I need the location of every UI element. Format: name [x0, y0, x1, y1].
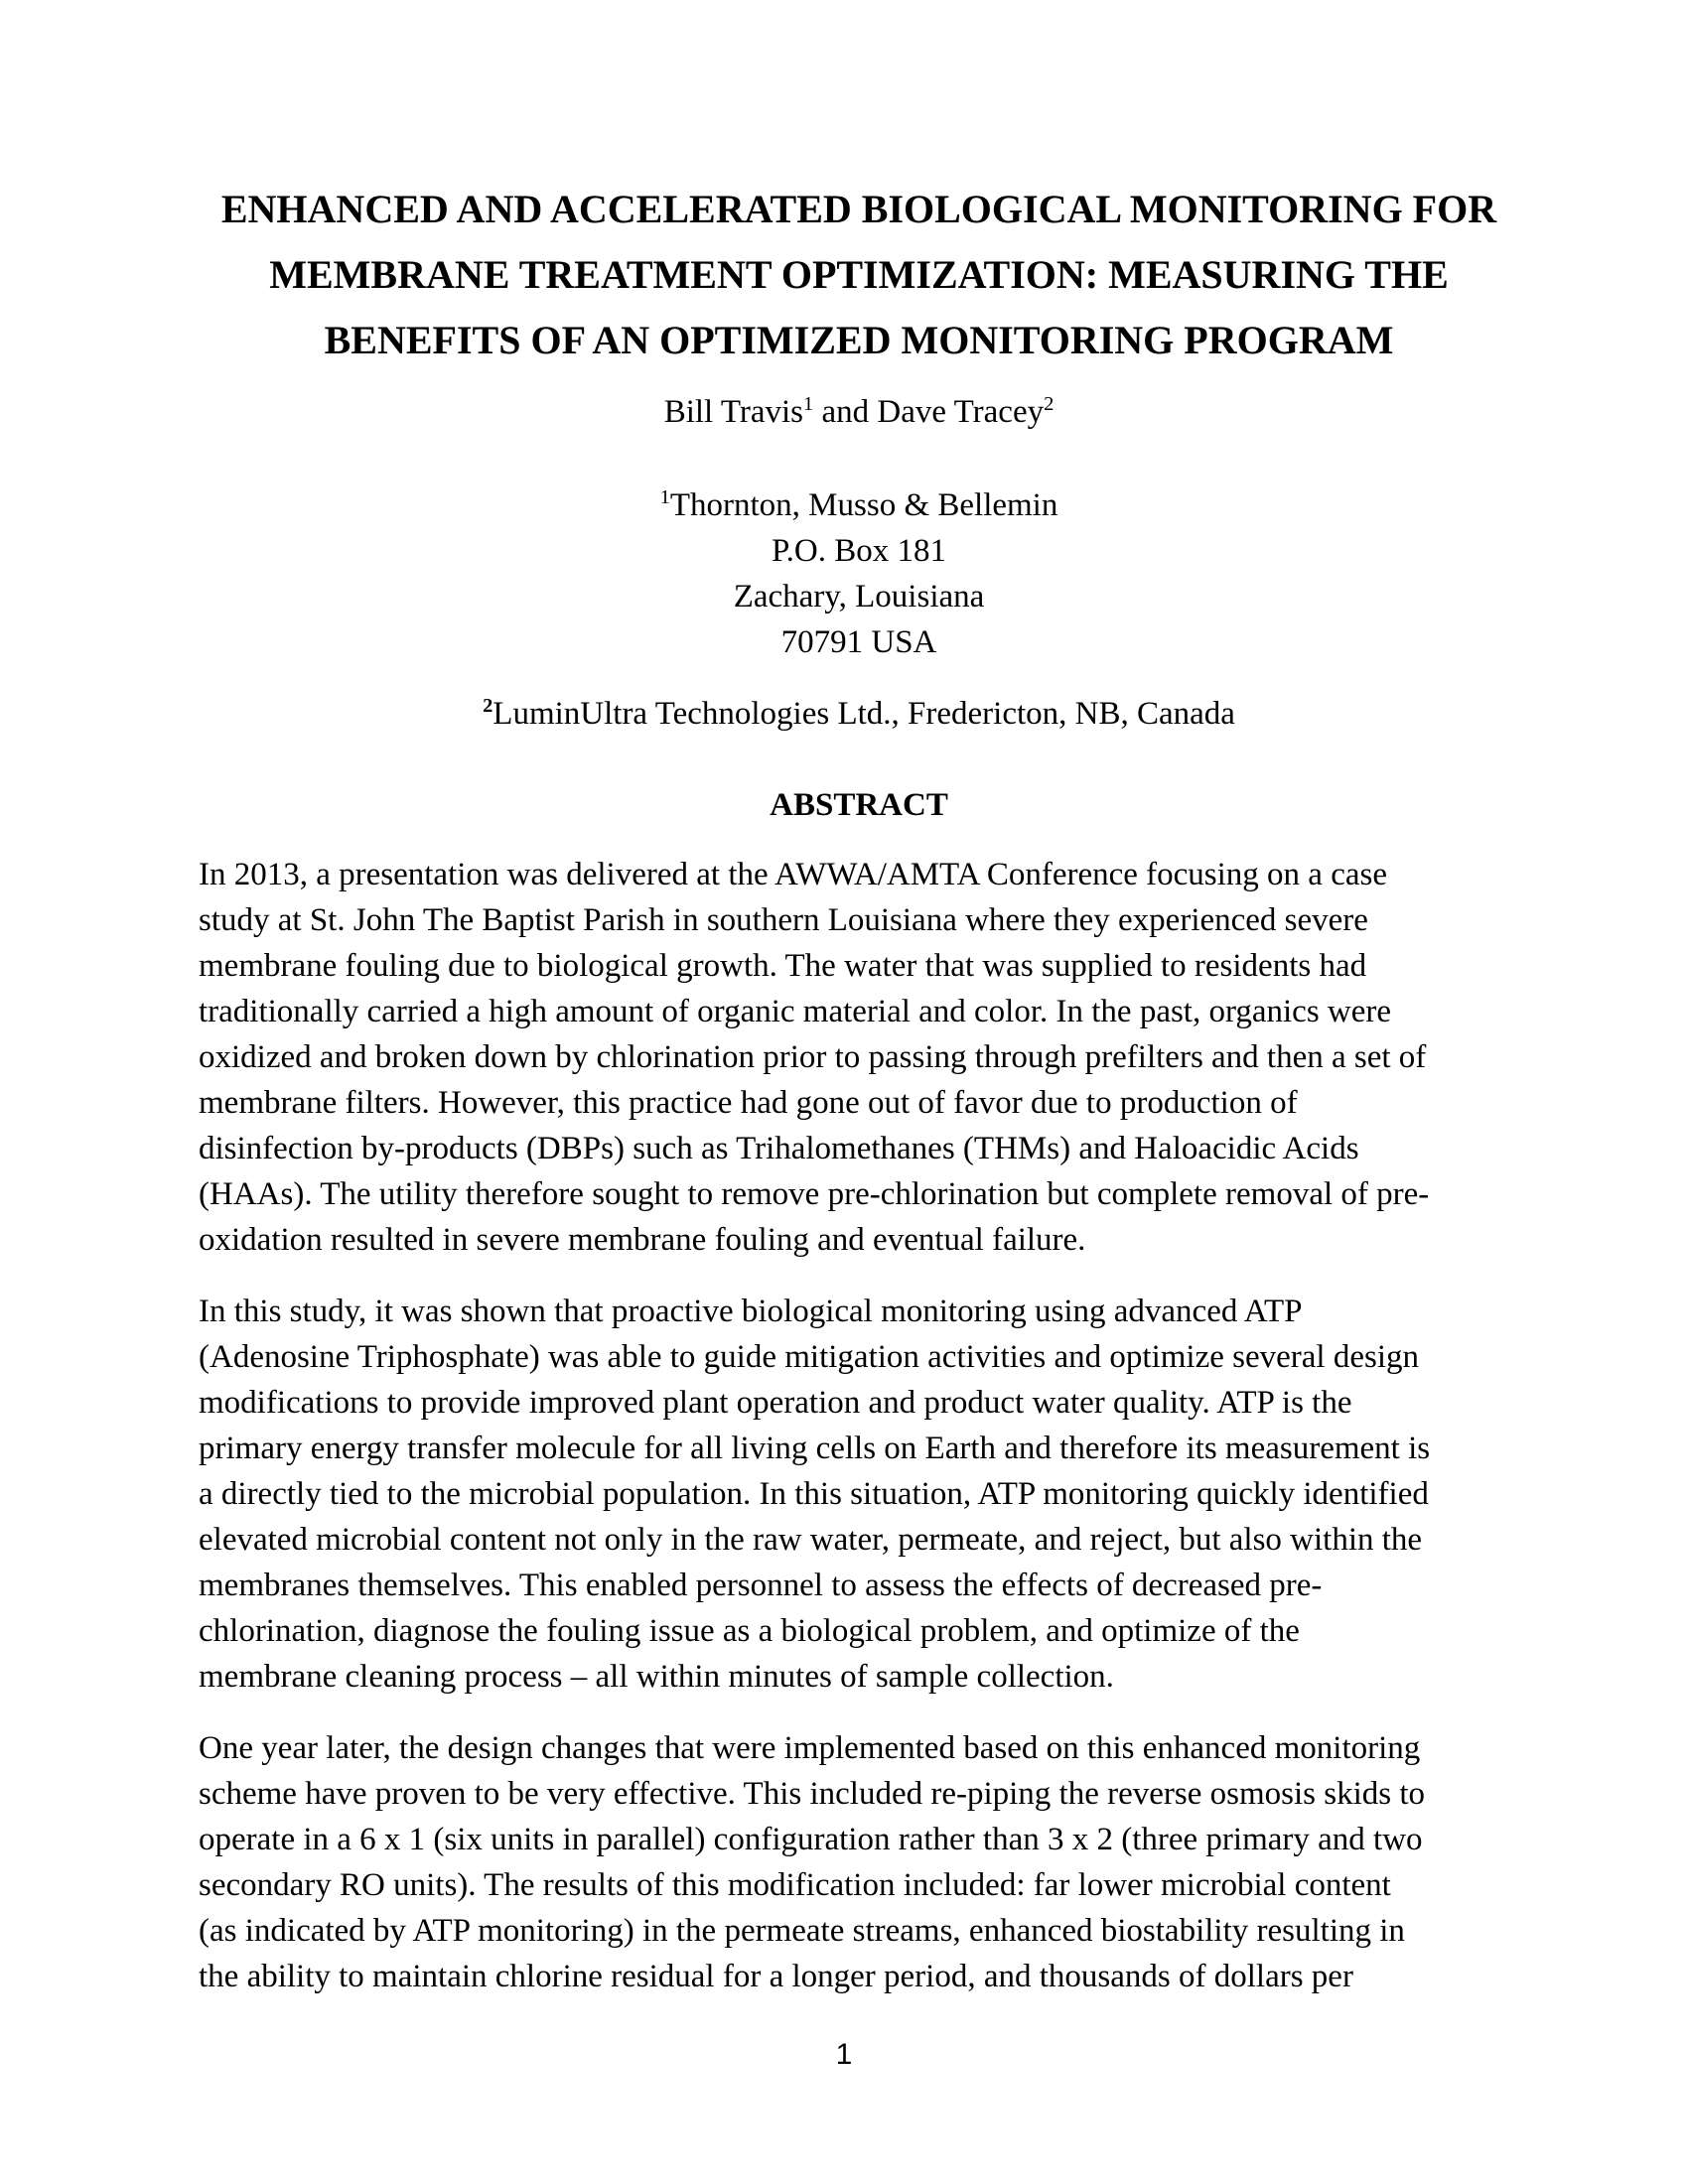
affiliation-1-city: Zachary, Louisiana	[733, 579, 985, 614]
affiliation-1-address: P.O. Box 181	[771, 533, 947, 569]
text-line: In this study, it was shown that proactive biological monitoring using advanced ATP	[199, 1294, 1303, 1329]
text-line: One year later, the design changes that were implemented based on this enhanced monitoring	[199, 1730, 1421, 1766]
text-line: membrane fouling due to biological growth. The water that was supplied to residents had	[199, 948, 1367, 984]
text-line: operate in a 6 x 1 (six units in parallel) configuration rather than 3 x 2 (three primary and two	[199, 1822, 1423, 1857]
author-2-name: and Dave Tracey	[813, 394, 1045, 430]
affiliation-2-superscript: 2	[483, 694, 493, 717]
abstract-paragraph-3	[199, 1725, 1519, 1999]
abstract-heading: ABSTRACT	[770, 787, 948, 823]
authors-line	[199, 389, 1519, 435]
author-1-name: Bill Travis	[663, 394, 804, 430]
page-content	[199, 0, 1519, 1999]
text-line: membranes themselves. This enabled personnel to assess the effects of decreased pre-	[199, 1568, 1323, 1603]
page-number: 1	[835, 2038, 853, 2071]
paper-title-line-1: ENHANCED AND ACCELERATED BIOLOGICAL MONITORING FOR	[220, 187, 1497, 231]
text-line: a directly tied to the microbial population. In this situation, ATP monitoring quickly identified	[199, 1476, 1429, 1512]
text-line: In 2013, a presentation was delivered at the AWWA/AMTA Conference focusing on a case	[199, 857, 1387, 892]
text-line: oxidation resulted in severe membrane fouling and eventual failure.	[199, 1222, 1086, 1258]
affiliation-2-org-name: LuminUltra Technologies Ltd., Fredericton, NB, Canada	[492, 696, 1235, 732]
author-2-superscript: 2	[1044, 392, 1055, 415]
affiliation-1-superscript: 1	[659, 485, 670, 508]
text-line: (as indicated by ATP monitoring) in the permeate streams, enhanced biostability resulting in	[199, 1913, 1405, 1949]
text-line: scheme have proven to be very effective. This included re-piping the reverse osmosis skids to	[199, 1776, 1426, 1812]
paper-title	[199, 177, 1519, 373]
text-line: (Adenosine Triphosphate) was able to guide mitigation activities and optimize several design	[199, 1339, 1419, 1375]
text-line: modifications to provide improved plant operation and product water quality. ATP is the	[199, 1385, 1352, 1421]
paper-title-line-3: BENEFITS OF AN OPTIMIZED MONITORING PROGRAM	[324, 318, 1394, 362]
text-line: oxidized and broken down by chlorination prior to passing through prefilters and then a set of	[199, 1039, 1427, 1075]
affiliation-1-zip: 70791 USA	[780, 624, 937, 660]
abstract-paragraph-1	[199, 852, 1519, 1263]
abstract-paragraph-2	[199, 1289, 1519, 1700]
text-line: traditionally carried a high amount of organic material and color. In the past, organics were	[199, 994, 1392, 1029]
text-line: secondary RO units). The results of this modification included: far lower microbial content	[199, 1867, 1391, 1903]
text-line: (HAAs). The utility therefore sought to remove pre-chlorination but complete removal of pre-	[199, 1176, 1430, 1212]
text-line: elevated microbial content not only in the raw water, permeate, and reject, but also within the	[199, 1522, 1423, 1558]
text-line: primary energy transfer molecule for all living cells on Earth and therefore its measurement is	[199, 1431, 1431, 1466]
text-line: chlorination, diagnose the fouling issue as a biological problem, and optimize of the	[199, 1613, 1300, 1649]
text-line: disinfection by-products (DBPs) such as Trihalomethanes (THMs) and Haloacidic Acids	[199, 1131, 1359, 1166]
paper-title-line-2: MEMBRANE TREATMENT OPTIMIZATION: MEASURING THE	[269, 252, 1449, 297]
affiliation-1	[199, 482, 1519, 665]
author-1-superscript: 1	[803, 392, 814, 415]
affiliation-1-org	[199, 482, 1519, 528]
text-line: membrane filters. However, this practice had gone out of favor due to production of	[199, 1085, 1298, 1121]
affiliation-1-org-name: Thornton, Musso & Bellemin	[669, 487, 1058, 523]
text-line: the ability to maintain chlorine residual for a longer period, and thousands of dollars per	[199, 1959, 1353, 1994]
affiliation-2	[199, 691, 1519, 737]
text-line: membrane cleaning process – all within minutes of sample collection.	[199, 1659, 1114, 1695]
text-line: study at St. John The Baptist Parish in southern Louisiana where they experienced severe	[199, 902, 1368, 938]
